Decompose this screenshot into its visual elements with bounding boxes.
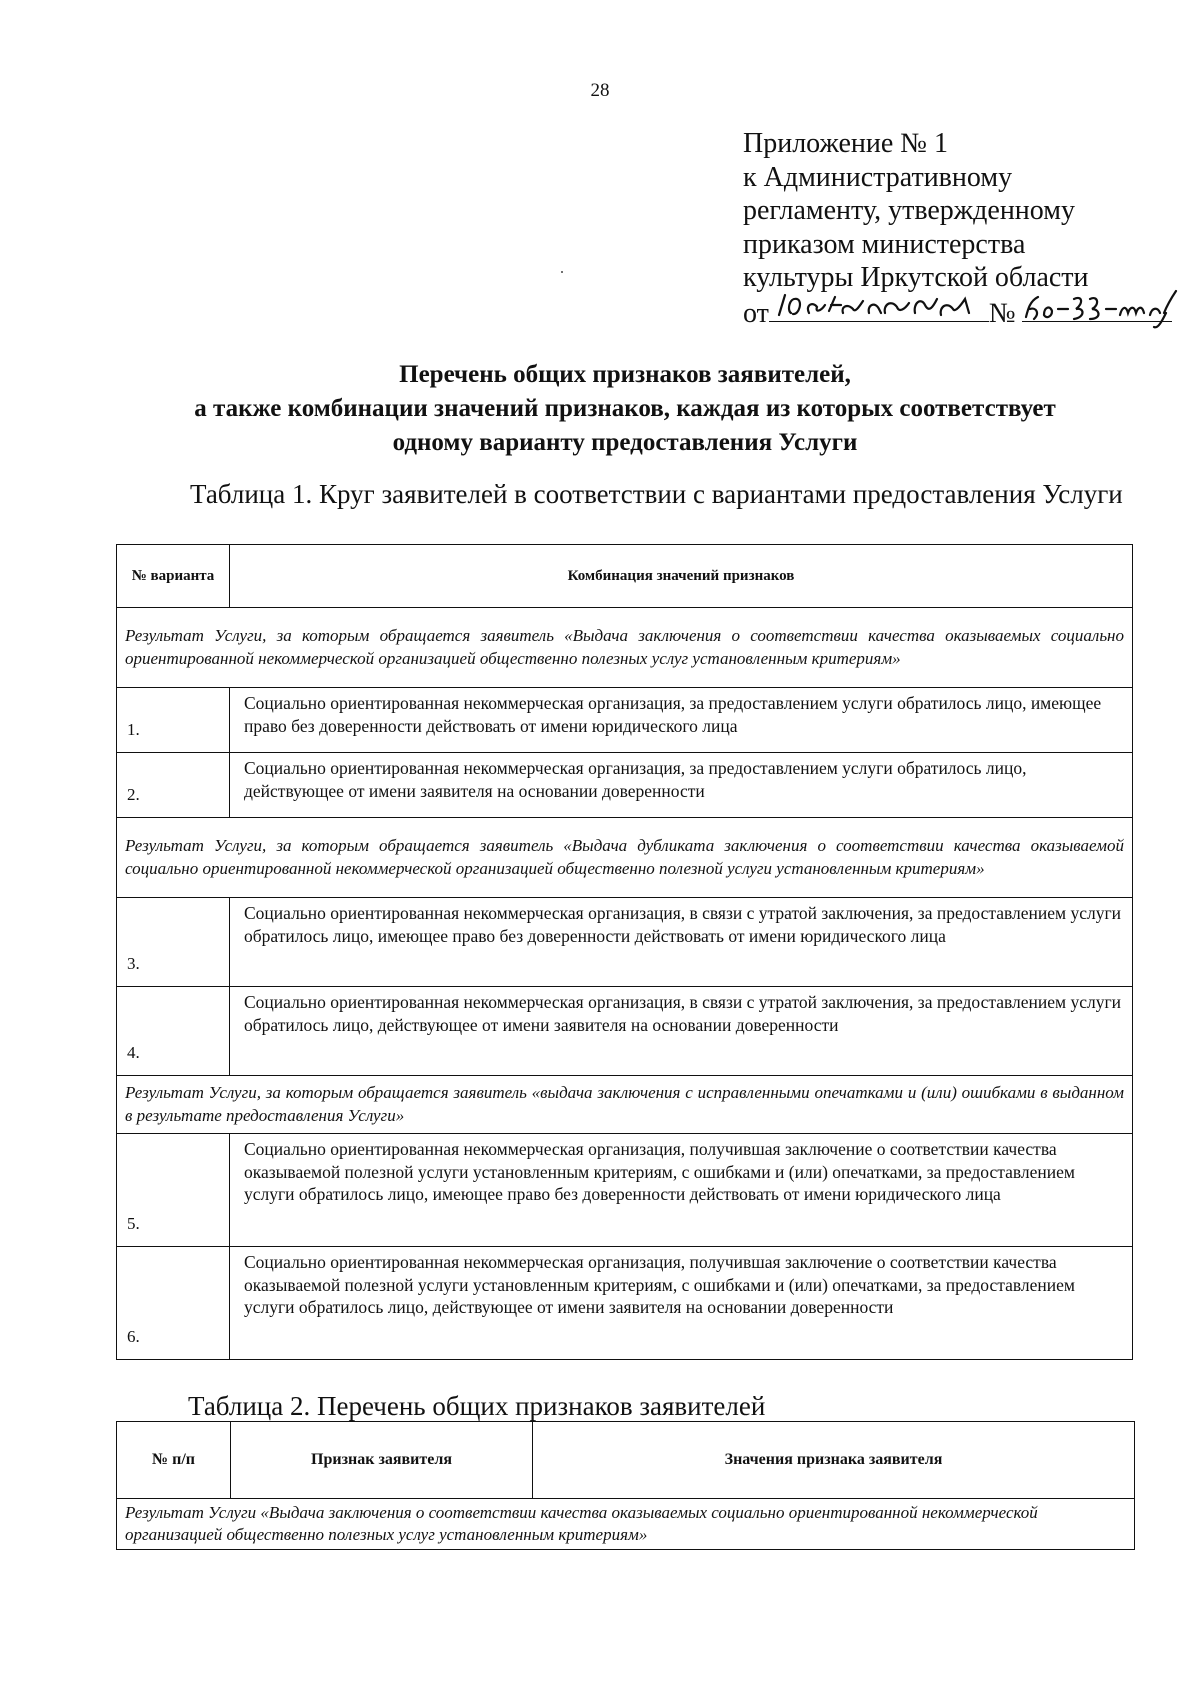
handwritten-number — [1022, 295, 1172, 322]
appendix-date-line — [743, 295, 1163, 331]
table2-result-row — [117, 1499, 1135, 1550]
page-number: 28 — [590, 80, 610, 101]
variant-number: 1. — [117, 688, 230, 753]
variant-number: 5. — [117, 1134, 230, 1247]
table1-result-row — [117, 608, 1133, 688]
handwritten-number-icon — [1022, 287, 1182, 331]
table2-header-values: Значения признака заявителя — [533, 1422, 1135, 1499]
variant-number: 2. — [117, 753, 230, 818]
variant-number: 3. — [117, 898, 230, 987]
table2-header-number: № п/п — [117, 1422, 231, 1499]
table1-result-row — [117, 1076, 1133, 1134]
table1-header-variant: № варианта — [117, 545, 230, 608]
variant-number: 6. — [117, 1247, 230, 1360]
result-cell: Результат Услуги, за которым обращается заявитель «выдача заключения с исправленными опечатками и (или) ошибками в выданном в результате предоставления Услуги» — [117, 1076, 1133, 1134]
combination-text: Социально ориентированная некоммерческая организация, в связи с утратой заключения, за предоставлением услуги обратилось лицо, имеющее право без доверенности действовать от имени юридического лица — [230, 898, 1133, 987]
title-line-3: одному варианту предоставления Услуги — [392, 429, 858, 456]
handwritten-date-icon — [769, 287, 989, 325]
table1 — [116, 544, 1133, 1360]
title-line-2: а также комбинации значений признаков, каждая из которых соответствует — [194, 395, 1056, 422]
table2 — [116, 1421, 1135, 1550]
table1-header-row — [117, 545, 1133, 608]
appendix-line-3: регламенту, утвержденному — [743, 195, 1075, 226]
result-cell: Результат Услуги, за которым обращается заявитель «Выдача заключения о соответствии качества оказываемых социально ориентированной некоммерческой организацией общественно полезных услуг установленным критериям» — [117, 608, 1133, 688]
table1-result-row — [117, 818, 1133, 898]
document-title — [100, 358, 1150, 460]
table1-row — [117, 898, 1133, 987]
title-line-1: Перечень общих признаков заявителей, — [399, 361, 851, 388]
combination-text: Социально ориентированная некоммерческая организация, получившая заключение о соответствии качества оказываемой полезной услуги установленным критериям, с ошибками и (или) опечатками, за предоставлением услуги обратилось лицо, имеющее право без доверенности действовать от имени юридического лица — [230, 1134, 1133, 1247]
scan-speck — [561, 271, 563, 273]
table1-row — [117, 987, 1133, 1076]
combination-text: Социально ориентированная некоммерческая организация, за предоставлением услуги обратилось лицо, имеющее право без доверенности действовать от имени юридического лица — [230, 688, 1133, 753]
from-label: от — [743, 297, 769, 329]
result-cell: Результат Услуги «Выдача заключения о соответствии качества оказываемых социально ориентированной некоммерческой организацией общественно полезных услуг установленным критериям» — [117, 1499, 1135, 1550]
combination-text: Социально ориентированная некоммерческая организация, за предоставлением услуги обратилось лицо, действующее от имени заявителя на основании доверенности — [230, 753, 1133, 818]
table1-caption: Таблица 1. Круг заявителей в соответствии с вариантами предоставления Услуги — [190, 479, 1123, 509]
table2-header-row — [117, 1422, 1135, 1499]
number-label: № — [988, 297, 1016, 329]
table2-caption: Таблица 2. Перечень общих признаков заявителей — [188, 1391, 766, 1421]
handwritten-date — [769, 295, 989, 322]
table1-header-combination: Комбинация значений признаков — [230, 545, 1133, 608]
appendix-line-1: Приложение № 1 — [743, 128, 948, 159]
variant-number: 4. — [117, 987, 230, 1076]
table1-row — [117, 1247, 1133, 1360]
table1-row — [117, 753, 1133, 818]
appendix-block — [743, 127, 1163, 330]
appendix-line-2: к Административному — [743, 161, 1013, 193]
combination-text: Социально ориентированная некоммерческая организация, получившая заключение о соответствии качества оказываемой полезной услуги установленным критериям, с ошибками и (или) опечатками, за предоставлением услуги обратилось лицо, действующее от имени заявителя на основании доверенности — [230, 1247, 1133, 1360]
appendix-line-4: приказом министерства — [743, 228, 1026, 260]
combination-text: Социально ориентированная некоммерческая организация, в связи с утратой заключения, за предоставлением услуги обратилось лицо, действующее от имени заявителя на основании доверенности — [230, 987, 1133, 1076]
result-cell: Результат Услуги, за которым обращается заявитель «Выдача дубликата заключения о соответствии качества оказываемой социально ориентированной некоммерческой организацией общественно полезной услуги установленным критериям» — [117, 818, 1133, 898]
table1-row — [117, 688, 1133, 753]
table2-header-attribute: Признак заявителя — [231, 1422, 533, 1499]
appendix-line-5: культуры Иркутской области — [743, 262, 1089, 293]
table1-row — [117, 1134, 1133, 1247]
